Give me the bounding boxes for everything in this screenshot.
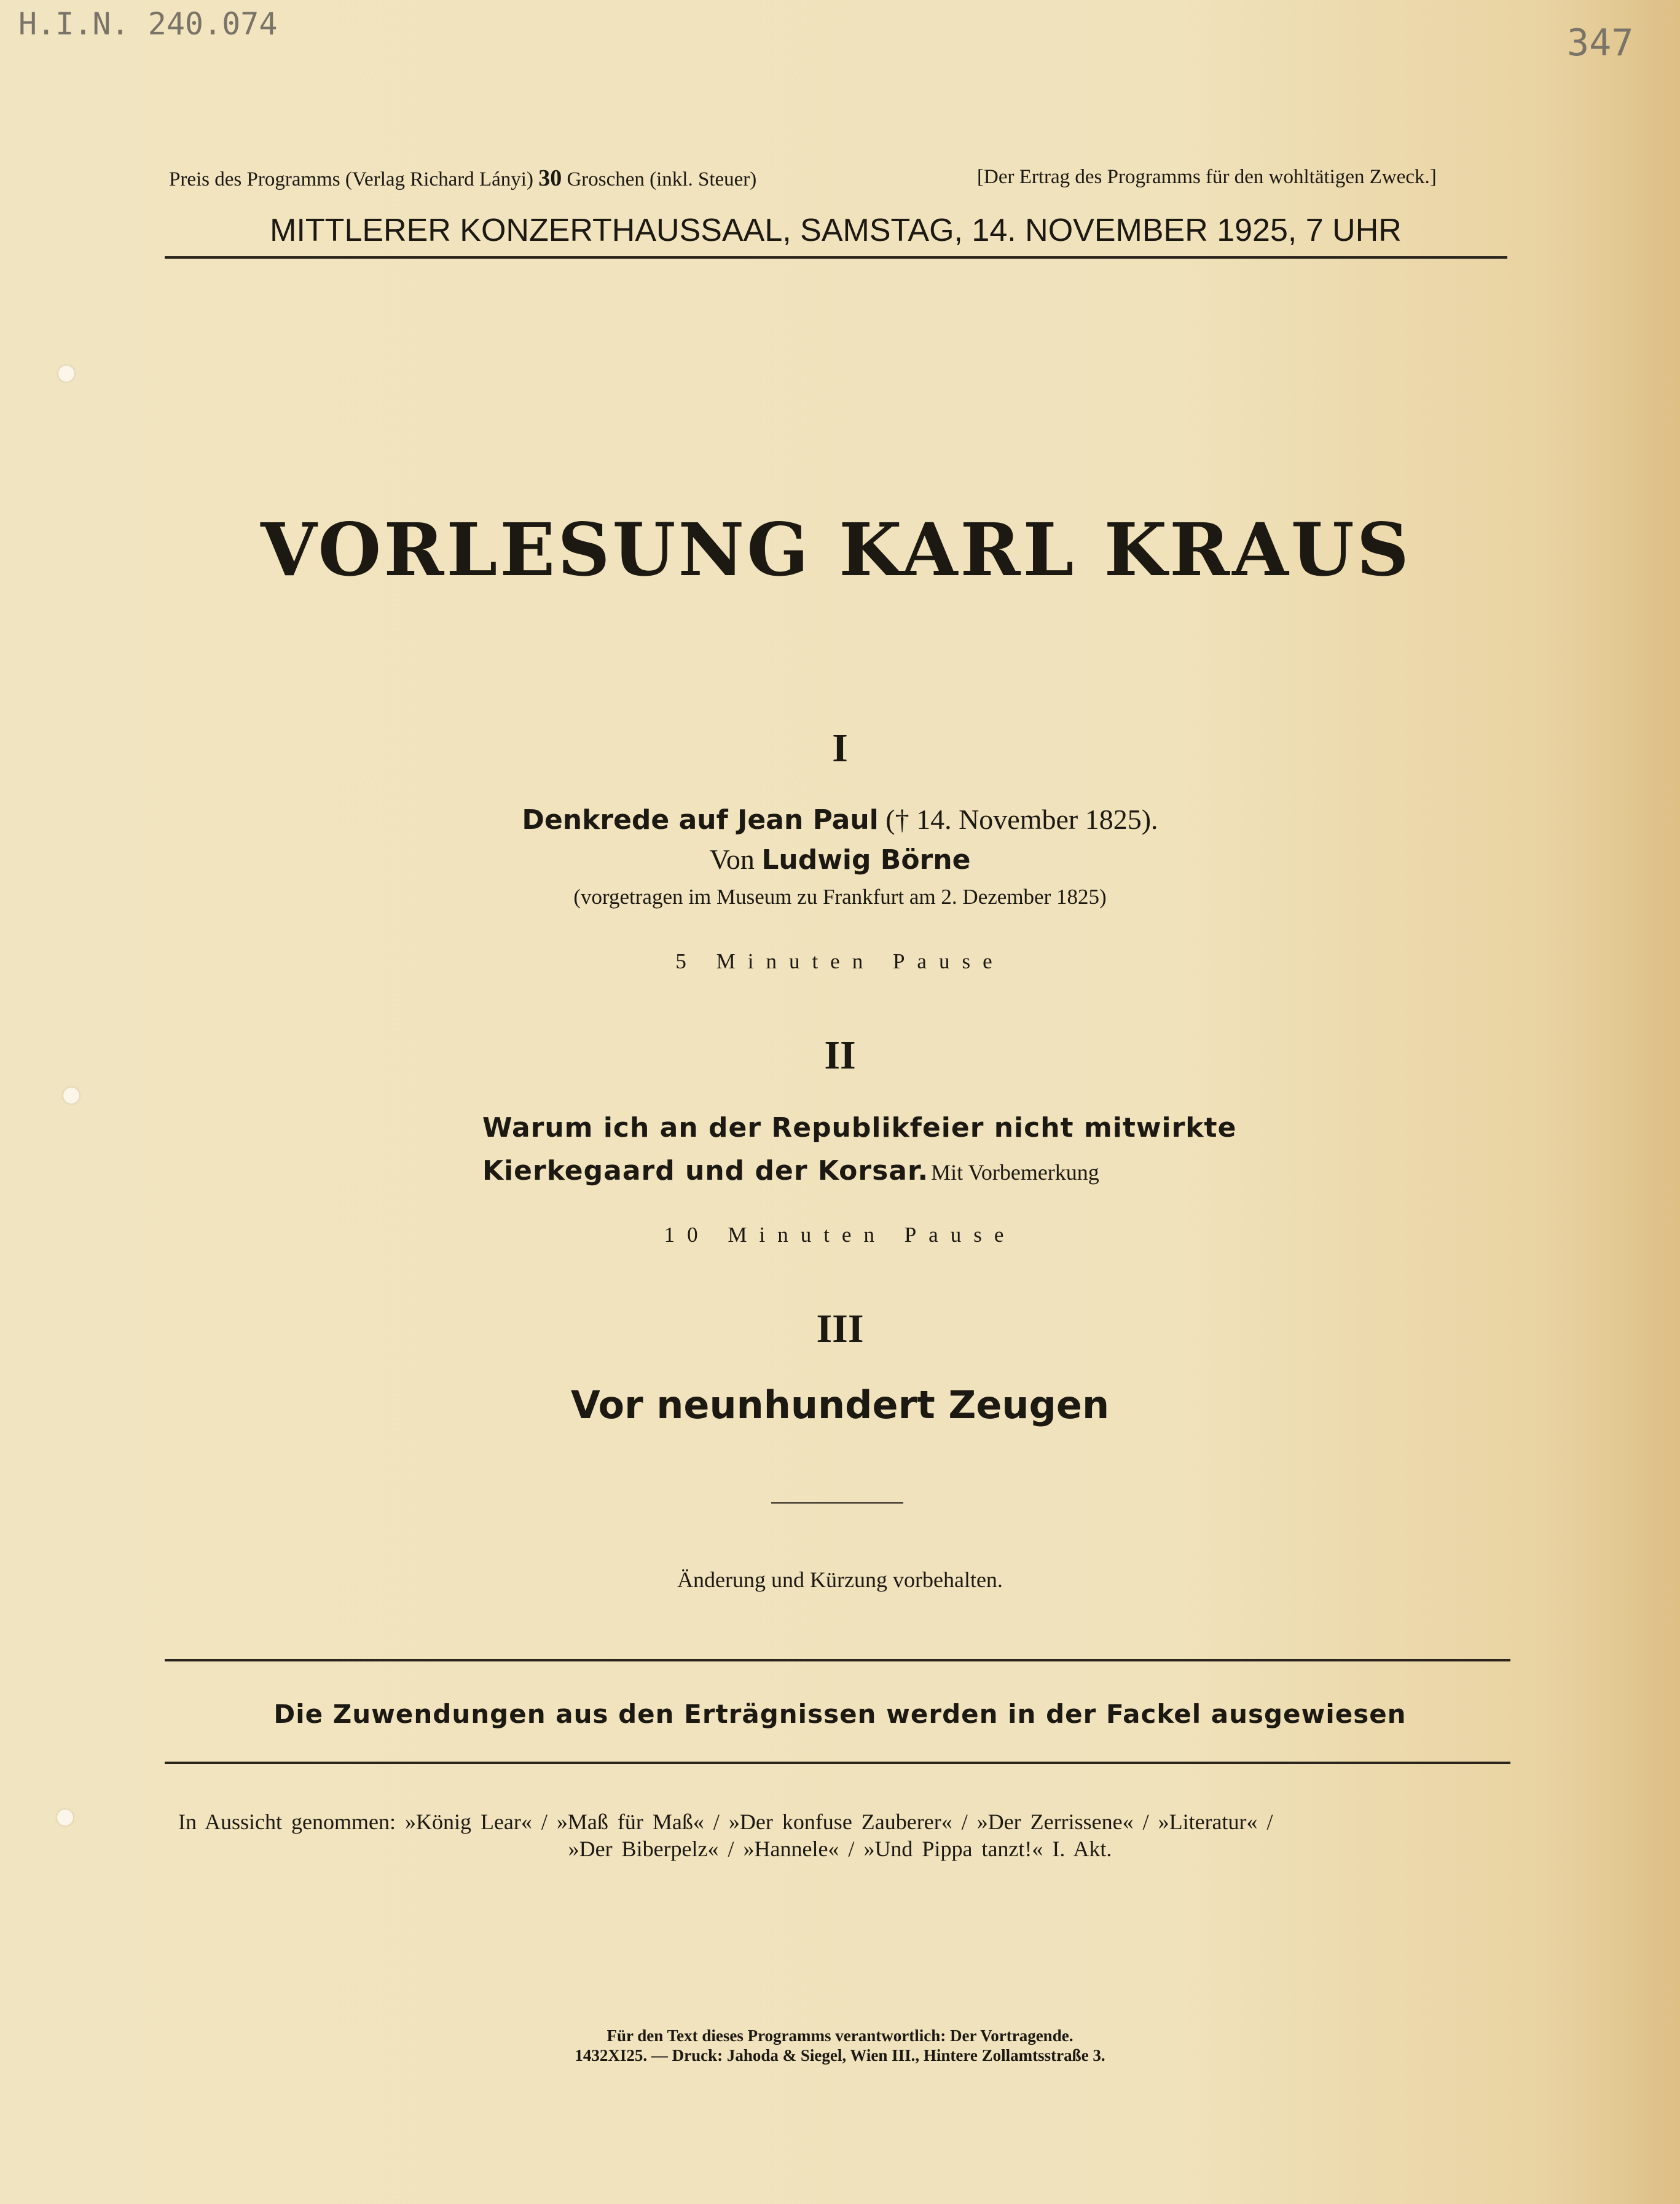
archive-signature: H.I.N. 240.074: [18, 6, 278, 42]
part-1-author: Ludwig Börne: [761, 844, 971, 876]
part-1-work-date: († 14. November 1825).: [885, 804, 1158, 835]
part-2-numeral: II: [824, 1033, 856, 1078]
header-rule: [165, 256, 1507, 259]
venue-line: MITTLERER KONZERTHAUSSAAL, SAMSTAG, 14. NOVEMBER 1925, 7 UHR: [270, 213, 1402, 248]
planned-line-2: »Der Biberpelz« / »Hannele« / »Und Pippa tanzt!« I. Akt.: [568, 1837, 1112, 1861]
part-3-work-title: Vor neunhundert Zeugen: [570, 1382, 1110, 1427]
punch-hole-top: [58, 366, 74, 382]
proceeds-note: [Der Ertrag des Programms für den wohltätigen Zweck.]: [977, 166, 1437, 188]
part-1-numeral: I: [832, 726, 848, 771]
part-2-item-2-note: Mit Vorbemerkung: [931, 1160, 1099, 1185]
planned-line-1: In Aussicht genommen: »König Lear« / »Maß für Maß« / »Der konfuse Zauberer« / »Der Zerrissene« / »Literatur« /: [178, 1810, 1273, 1834]
part-2-pause: 10 Minuten Pause: [664, 1223, 1016, 1247]
part-1-work-title: Denkrede auf Jean Paul: [522, 804, 879, 836]
proceeds-rule-top: [165, 1659, 1510, 1661]
part-1-author-prefix: Von: [709, 844, 755, 875]
part-1-work: [0, 803, 1680, 836]
short-divider: [771, 1502, 903, 1504]
part-2-item-1: Warum ich an der Republikfeier nicht mitwirkte: [482, 1112, 1237, 1143]
reservation-note: Änderung und Kürzung vorbehalten.: [677, 1567, 1003, 1592]
price-note-prefix: Preis des Programms (Verlag Richard Lányi): [169, 168, 533, 190]
part-1-note: (vorgetragen im Museum zu Frankfurt am 2. Dezember 1825): [573, 885, 1107, 909]
part-2-item-2: Kierkegaard und der Korsar.: [482, 1155, 929, 1186]
page-number: 347: [1567, 22, 1634, 65]
price-note: [169, 165, 756, 192]
punch-hole-bottom: [57, 1810, 73, 1826]
page-title: VORLESUNG KARL KRAUS: [261, 507, 1411, 592]
proceeds-rule-bottom: [165, 1762, 1510, 1764]
price-note-suffix: Groschen (inkl. Steuer): [567, 168, 757, 190]
punch-hole-middle: [63, 1088, 79, 1104]
footer-responsibility: Für den Text dieses Programms verantwortlich: Der Vortragende.: [606, 2026, 1074, 2045]
part-1-pause: 5 Minuten Pause: [675, 949, 1005, 973]
part-1-author-line: [0, 843, 1680, 876]
footer-printer: 1432XI25. — Druck: Jahoda & Siegel, Wien III., Hintere Zollamtsstraße 3.: [575, 2046, 1105, 2065]
part-3-numeral: III: [816, 1306, 864, 1351]
proceeds-statement: Die Zuwendungen aus den Erträgnissen werden in der Fackel ausgewiesen: [273, 1699, 1407, 1729]
price-amount: 30: [538, 165, 562, 191]
part-2-item-2-line: [482, 1155, 1099, 1186]
